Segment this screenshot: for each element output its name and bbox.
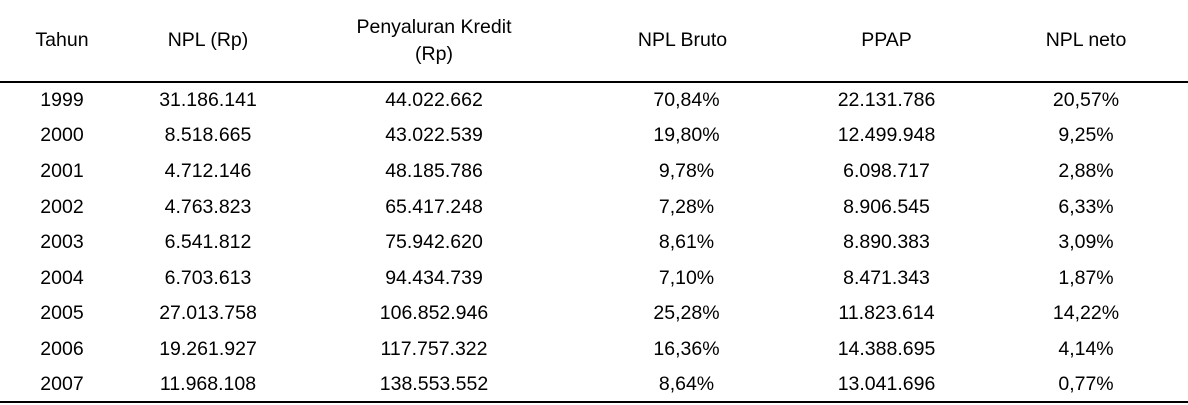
cell-npl-bruto: 9,78% [658, 159, 715, 182]
cell-npl-bruto: 8,61% [658, 231, 715, 254]
cell-npl-bruto: 7,10% [658, 266, 715, 289]
cell-tahun: 2003 [40, 231, 84, 254]
header-npl-neto [984, 0, 1188, 82]
cell-tahun: 2006 [40, 337, 84, 360]
table-row [0, 153, 1188, 189]
table-row [0, 82, 1188, 118]
cell-npl-neto: 6,33% [1058, 195, 1114, 218]
table-row [0, 118, 1188, 154]
header-ppap [789, 0, 984, 82]
cell-tahun: 2004 [40, 266, 84, 289]
table-row [0, 367, 1188, 403]
cell-npl-bruto: 19,80% [653, 124, 720, 147]
cell-npl-rp: 19.261.927 [159, 337, 257, 360]
cell-npl-bruto: 16,36% [653, 337, 720, 360]
cell-penyaluran-kredit: 43.022.539 [385, 124, 483, 147]
header-npl-bruto-label: NPL Bruto [637, 29, 728, 51]
cell-ppap: 11.823.614 [838, 302, 935, 325]
table-header [0, 0, 1188, 82]
cell-npl-neto: 3,09% [1058, 231, 1114, 254]
cell-npl-neto: 4,14% [1058, 337, 1114, 360]
table-body [0, 82, 1188, 402]
cell-npl-neto: 2,88% [1058, 159, 1114, 182]
table-row [0, 189, 1188, 225]
cell-ppap: 22.131.786 [837, 89, 936, 112]
header-npl-rp [124, 0, 292, 82]
header-penyaluran-kredit [292, 0, 576, 82]
cell-npl-neto: 1,87% [1058, 266, 1114, 289]
cell-penyaluran-kredit: 44.022.662 [385, 89, 483, 112]
cell-npl-rp: 11.968.108 [124, 367, 292, 403]
cell-tahun: 2007 [0, 367, 124, 403]
header-penyaluran-kredit-line2: (Rp) [415, 42, 453, 65]
cell-npl-rp: 6.541.812 [164, 231, 252, 254]
cell-penyaluran-kredit: 117.757.322 [380, 337, 488, 360]
cell-npl-rp: 27.013.758 [159, 302, 257, 325]
cell-tahun: 2001 [40, 159, 84, 182]
cell-ppap: 12.499.948 [837, 124, 936, 147]
cell-npl-neto: 9,25% [1058, 124, 1114, 147]
table-row [0, 331, 1188, 367]
cell-npl-bruto: 8,64% [576, 367, 789, 403]
cell-npl-bruto: 7,28% [658, 195, 715, 218]
table-row [0, 224, 1188, 260]
cell-penyaluran-kredit: 94.434.739 [385, 266, 483, 289]
header-penyaluran-kredit-line1: Penyaluran Kredit [356, 15, 512, 38]
header-npl-rp-label: NPL (Rp) [167, 29, 249, 51]
cell-npl-rp: 4.763.823 [164, 195, 252, 218]
cell-tahun: 1999 [40, 89, 84, 112]
cell-npl-bruto: 25,28% [653, 302, 720, 325]
cell-npl-rp: 4.712.146 [164, 159, 252, 182]
header-ppap-label: PPAP [861, 29, 912, 51]
cell-penyaluran-kredit: 65.417.248 [385, 195, 483, 218]
cell-ppap: 8.906.545 [843, 195, 930, 218]
cell-npl-bruto: 70,84% [653, 89, 720, 112]
cell-ppap: 13.041.696 [789, 367, 984, 403]
header-tahun-label: Tahun [35, 29, 89, 51]
cell-npl-rp: 8.518.665 [164, 124, 252, 147]
cell-npl-neto: 0,77% [984, 367, 1188, 403]
cell-npl-rp: 6.703.613 [164, 266, 252, 289]
header-row [0, 0, 1188, 82]
cell-penyaluran-kredit: 75.942.620 [385, 231, 483, 254]
cell-npl-rp: 31.186.141 [159, 89, 257, 112]
header-npl-bruto [576, 0, 789, 82]
cell-npl-neto: 14,22% [1052, 302, 1120, 325]
cell-ppap: 8.890.383 [843, 231, 930, 254]
cell-penyaluran-kredit: 138.553.552 [292, 367, 576, 403]
header-tahun [0, 0, 124, 82]
cell-penyaluran-kredit: 48.185.786 [385, 159, 483, 182]
cell-ppap: 8.471.343 [843, 266, 930, 289]
table-row [0, 260, 1188, 296]
cell-penyaluran-kredit: 106.852.946 [379, 302, 489, 325]
cell-ppap: 6.098.717 [843, 159, 930, 182]
header-npl-neto-label: NPL neto [1045, 29, 1127, 51]
cell-tahun: 2002 [40, 195, 84, 218]
cell-tahun: 2005 [40, 302, 84, 325]
table-row [0, 296, 1188, 332]
cell-ppap: 14.388.695 [837, 337, 936, 360]
cell-npl-neto: 20,57% [1052, 89, 1120, 112]
cell-tahun: 2000 [40, 124, 84, 147]
